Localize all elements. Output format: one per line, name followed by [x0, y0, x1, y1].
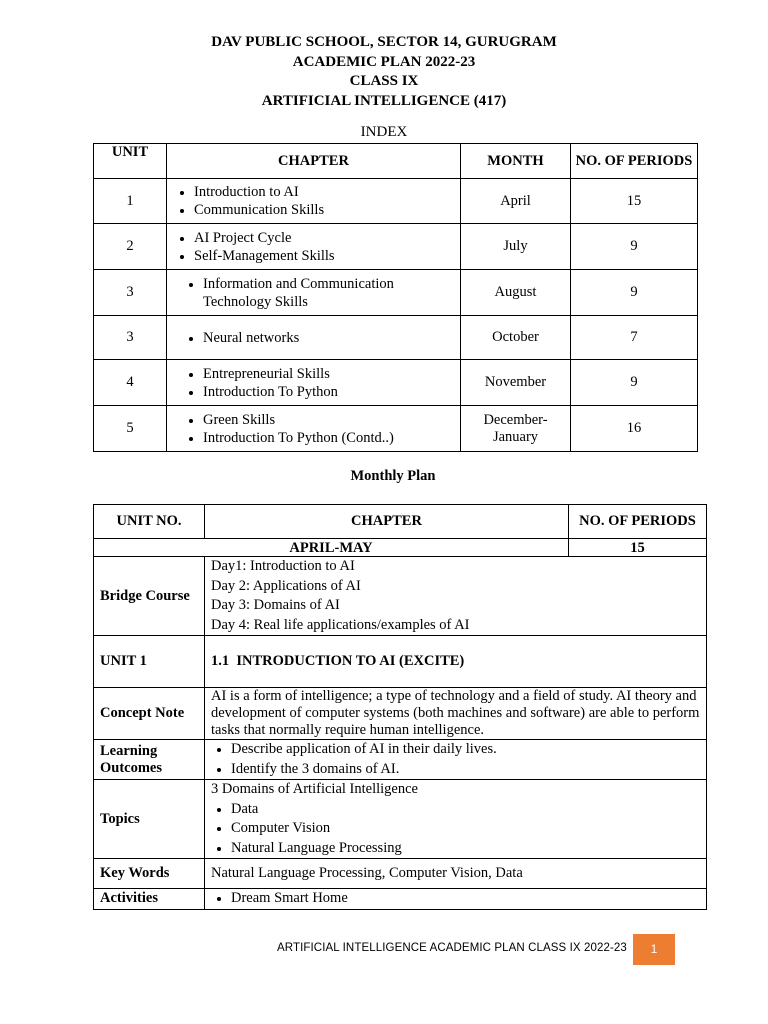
- page-number: 1: [633, 934, 675, 965]
- index-header-month: MONTH: [461, 144, 571, 179]
- index-chapter-cell: [167, 360, 461, 406]
- index-unit-cell: 1: [94, 179, 167, 224]
- subject-title: ARTIFICIAL INTELLIGENCE (417): [261, 92, 507, 109]
- index-row: [94, 270, 698, 316]
- index-periods-cell: 7: [571, 316, 698, 360]
- class-title: CLASS IX: [349, 73, 419, 89]
- index-header-periods: NO. OF PERIODS: [571, 144, 698, 179]
- index-row: [94, 179, 698, 224]
- index-row: [94, 316, 698, 360]
- index-title: INDEX: [360, 124, 408, 140]
- monthly-plan-table: [93, 504, 707, 910]
- bridge-course-label: Bridge Course: [94, 557, 205, 636]
- learning-outcomes-label: Learning Outcomes: [94, 740, 205, 780]
- index-table: [93, 143, 698, 452]
- activity-item: • Dream Smart Home: [231, 889, 706, 909]
- chapter-item: • Neural networks: [203, 329, 460, 347]
- index-header-chapter: CHAPTER: [167, 144, 461, 179]
- topics-label: Topics: [94, 780, 205, 859]
- chapter-list: [167, 229, 460, 265]
- index-chapter-cell: [167, 316, 461, 360]
- learning-outcome-item: • Describe application of AI in their daily lives.: [231, 740, 706, 760]
- index-periods-cell: 15: [571, 179, 698, 224]
- activities-label: Activities: [94, 889, 205, 910]
- chapter-list: [167, 411, 460, 447]
- concept-note-text: AI is a form of intelligence; a type of technology and a field of study. AI theory and development of computer systems (both machines and software) are able to perform tasks that normally require human intelligence.: [205, 688, 707, 740]
- plan-header-chapter: CHAPTER: [205, 505, 569, 539]
- chapter-item: • Communication Skills: [194, 201, 460, 219]
- plan-header-unit: UNIT NO.: [94, 505, 205, 539]
- chapter-item: • Information and Communication Technology Skills: [203, 275, 460, 311]
- index-month-cell: July: [461, 224, 571, 270]
- chapter-item: • Self-Management Skills: [194, 247, 460, 265]
- school-name: DAV PUBLIC SCHOOL, SECTOR 14, GURUGRAM: [211, 34, 557, 50]
- key-words-text: Natural Language Processing, Computer Vision, Data: [205, 859, 707, 889]
- topic-item: • Data: [231, 800, 706, 820]
- chapter-item: • Introduction To Python (Contd..): [203, 429, 460, 447]
- bridge-day-1: Day1: Introduction to AI: [211, 558, 355, 574]
- topics-intro: 3 Domains of Artificial Intelligence: [211, 781, 418, 797]
- index-month-cell: December-January: [461, 406, 571, 452]
- chapter-item: • AI Project Cycle: [194, 229, 460, 247]
- chapter-item: • Entrepreneurial Skills: [203, 365, 460, 383]
- index-periods-cell: 16: [571, 406, 698, 452]
- chapter-list: [167, 365, 460, 401]
- chapter-item: • Green Skills: [203, 411, 460, 429]
- index-row: [94, 224, 698, 270]
- index-unit-cell: 3: [94, 316, 167, 360]
- index-unit-cell: 5: [94, 406, 167, 452]
- topic-item: • Natural Language Processing: [231, 839, 706, 859]
- chapter-item: • Introduction To Python: [203, 383, 460, 401]
- topic-item: • Computer Vision: [231, 819, 706, 839]
- topics-content: [205, 780, 707, 859]
- index-unit-cell: 3: [94, 270, 167, 316]
- index-chapter-cell: [167, 179, 461, 224]
- chapter-item: • Introduction to AI: [194, 183, 460, 201]
- unit-title: 1.1 INTRODUCTION TO AI (EXCITE): [205, 636, 707, 688]
- learning-outcomes-list: [211, 740, 706, 779]
- chapter-list: [167, 275, 460, 311]
- unit-label: UNIT 1: [94, 636, 205, 688]
- topics-list: [211, 800, 706, 859]
- document-header: [0, 33, 768, 111]
- activities-list: [211, 889, 706, 909]
- activities-content: [205, 889, 707, 910]
- concept-note-label: Concept Note: [94, 688, 205, 740]
- index-chapter-cell: [167, 406, 461, 452]
- index-periods-cell: 9: [571, 224, 698, 270]
- index-month-cell: April: [461, 179, 571, 224]
- month-label: APRIL-MAY: [94, 539, 569, 557]
- month-periods: 15: [569, 539, 707, 557]
- bridge-course-content: [205, 557, 707, 636]
- index-unit-cell: 4: [94, 360, 167, 406]
- bridge-day-3: Day 3: Domains of AI: [211, 597, 340, 613]
- index-periods-cell: 9: [571, 360, 698, 406]
- index-header-unit: UNIT: [94, 144, 167, 179]
- index-unit-cell: 2: [94, 224, 167, 270]
- learning-outcomes-content: [205, 740, 707, 780]
- index-month-cell: October: [461, 316, 571, 360]
- monthly-plan-title: Monthly Plan: [350, 468, 436, 484]
- index-row: [94, 406, 698, 452]
- chapter-list: [167, 329, 460, 347]
- index-month-cell: August: [461, 270, 571, 316]
- index-periods-cell: 9: [571, 270, 698, 316]
- bridge-day-4: Day 4: Real life applications/examples of AI: [211, 616, 470, 633]
- index-chapter-cell: [167, 224, 461, 270]
- index-month-cell: November: [461, 360, 571, 406]
- index-row: [94, 360, 698, 406]
- key-words-label: Key Words: [94, 859, 205, 889]
- learning-outcome-item: • Identify the 3 domains of AI.: [231, 760, 706, 780]
- index-chapter-cell: [167, 270, 461, 316]
- plan-title: ACADEMIC PLAN 2022-23: [292, 53, 476, 70]
- chapter-list: [167, 183, 460, 219]
- plan-header-periods: NO. OF PERIODS: [569, 505, 707, 539]
- bridge-day-2: Day 2: Applications of AI: [211, 577, 361, 594]
- footer-text: ARTIFICIAL INTELLIGENCE ACADEMIC PLAN CLASS IX 2022-23: [277, 942, 627, 954]
